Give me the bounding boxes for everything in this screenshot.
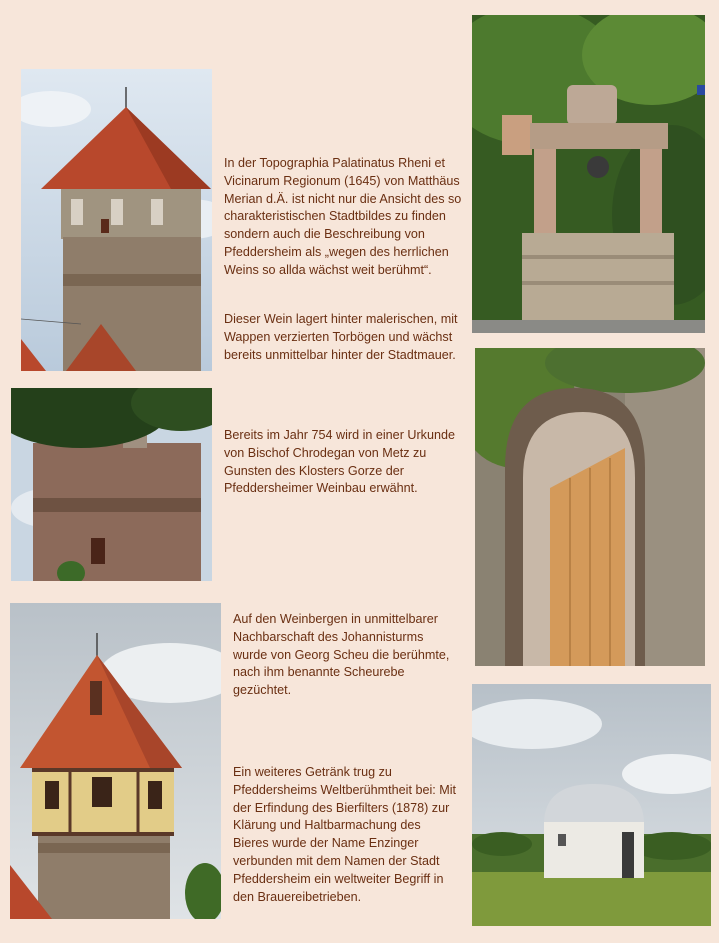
paragraph-wine-behind-gates: Dieser Wein lagert hinter malerischen, mit Wappen verzierten Torbögen und wächst bereits unmittelbar hinter der Stadtmauer.: [224, 312, 458, 362]
paragraph-scheurebe: Auf den Weinbergen in unmittelbarer Nachbarschaft des Johannisturms wurde von Georg Scheu die berühmte, nach ihm benannte Scheurebe gezüchtet.: [233, 612, 450, 698]
photo-arched-wooden-door: [475, 348, 705, 666]
paragraph-beer-filter: Ein weiteres Getränk trug zu Pfeddersheims Weltberühmtheit bei: Mit der Erfindung des Bierfilters (1878) zur Klärung und Haltbarmachung des Bieres wurde der Name Enzinger verbunden mit dem Namen der Stadt Pfeddersheim ein weltweiter Begriff in den Brauereibetrieben.: [233, 765, 457, 904]
photo-domed-vineyard-hut: [472, 684, 711, 926]
paragraph-merian-topographia: In der Topographia Palatinatus Rheni et Vicinarum Regionum (1645) von Matthäus Merian d.Ä. ist nicht nur die Ansicht des so charakteristischen Stadtbildes zu finden sondern auch die Beschreibung von Pfeddersheim als „wegen des herrlichen Weins so allda wächst weit berühmt“.: [224, 156, 462, 277]
photo-tower-red-roof: [21, 69, 212, 371]
photo-half-timbered-tower: [10, 603, 221, 919]
paragraph-year-754: Bereits im Jahr 754 wird in einer Urkunde von Bischof Chrodegan von Metz zu Gunsten des Klosters Gorze der Pfeddersheimer Weinbau erwähnt.: [224, 428, 455, 496]
photo-brick-tower: [11, 388, 212, 581]
photo-stone-well: [472, 15, 705, 333]
